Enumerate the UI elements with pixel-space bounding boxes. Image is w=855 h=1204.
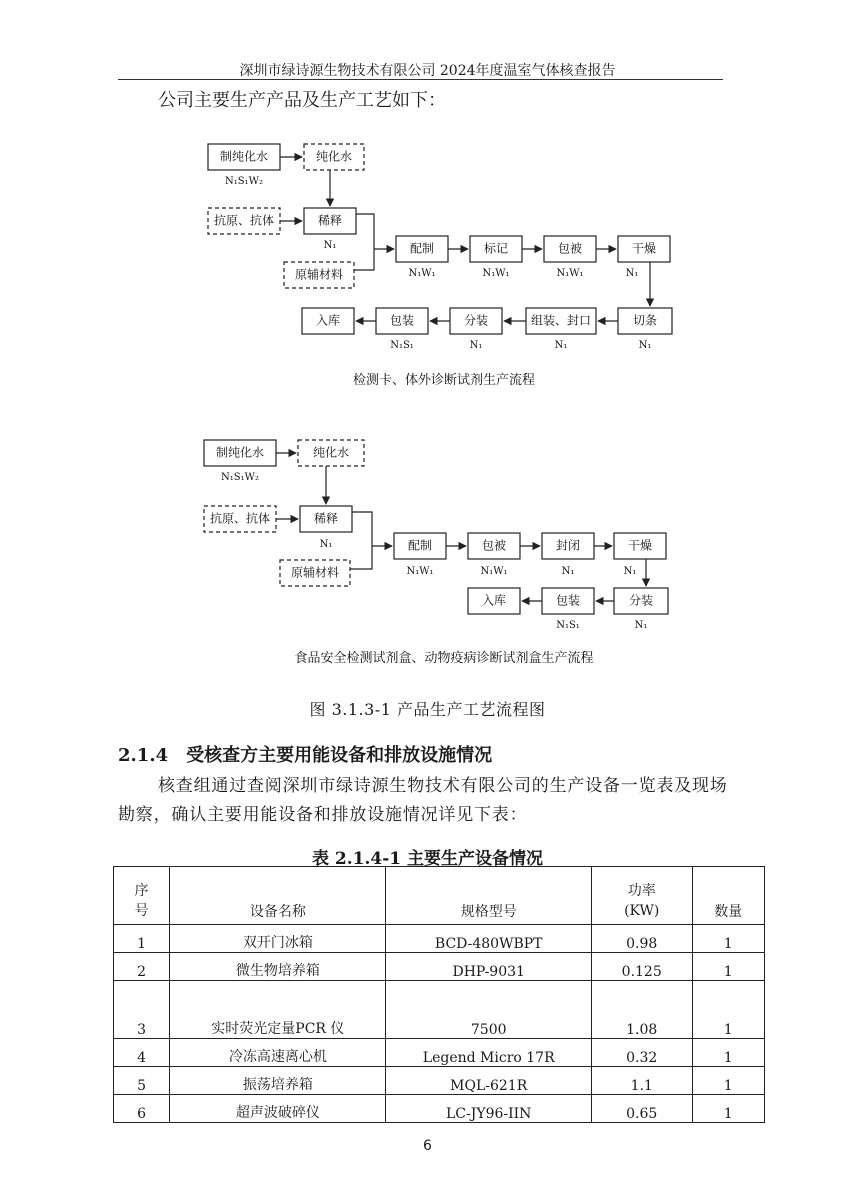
svg-text:组装、封口: 组装、封口 (530, 313, 592, 328)
cell-qty: 1 (692, 1067, 765, 1095)
flow1-diagram (208, 144, 672, 388)
svg-text:纯化水: 纯化水 (315, 149, 353, 164)
flow1-sub-coating: N₁W₁ (556, 268, 584, 279)
svg-text:干燥: 干燥 (631, 241, 657, 256)
table-row (114, 1039, 765, 1067)
cell-name: 双开门冰箱 (170, 925, 386, 953)
flow2-sub-preparation: N₁W₁ (406, 566, 434, 577)
cell-qty: 1 (692, 1039, 765, 1067)
cell-power: 0.65 (591, 1095, 692, 1123)
svg-text:制纯化水: 制纯化水 (219, 149, 269, 164)
header-power: 功率(KW) (591, 867, 692, 925)
flow1-sub-labeling: N₁W₁ (482, 268, 510, 279)
svg-text:原辅材料: 原辅材料 (294, 267, 344, 282)
flow1-sub-dispensing: N₁ (469, 340, 483, 351)
flow2-node-antigen-antibody (204, 506, 276, 532)
flow2-sub-blocking: N₁ (561, 566, 575, 577)
header-model: 规格型号 (386, 867, 591, 925)
flow1-node-assembly-sealing (526, 308, 596, 334)
svg-text:制纯化水: 制纯化水 (215, 445, 265, 460)
flow1-node-warehousing (302, 308, 354, 334)
flow1-sub-make-purified-water: N₁S₁W₂ (225, 176, 263, 187)
cell-qty: 1 (692, 953, 765, 981)
table-row (114, 925, 765, 953)
report-header: 深圳市绿诗源生物技术有限公司 2024年度温室气体核查报告 (239, 63, 616, 79)
figure-caption: 图 3.1.3-1 产品生产工艺流程图 (309, 700, 546, 719)
svg-text:稀释: 稀释 (317, 213, 343, 228)
svg-text:纯化水: 纯化水 (312, 445, 350, 460)
cell-seq: 5 (114, 1067, 170, 1095)
cell-qty: 1 (692, 1095, 765, 1123)
svg-text:入库: 入库 (315, 313, 341, 328)
cell-name: 冷冻高速离心机 (170, 1039, 386, 1067)
flow2-sub-dispensing: N₁ (634, 620, 648, 631)
flow1-node-strip-cutting (618, 308, 672, 334)
svg-text:包装: 包装 (555, 593, 581, 608)
flow1-node-dilution (304, 208, 356, 234)
cell-model: Legend Micro 17R (386, 1039, 591, 1067)
section-paragraph: 核查组通过查阅深圳市绿诗源生物技术有限公司的生产设备一览表及现场勘察，确认主要用能设备和排放设施情况详见下表： (118, 776, 728, 825)
table-row (114, 1095, 765, 1123)
flow1-node-packaging (376, 308, 428, 334)
header-qty: 数量 (692, 867, 765, 925)
flow1-sub-strip-cutting: N₁ (638, 340, 652, 351)
flow1-node-drying (618, 236, 670, 262)
flow2-node-drying (614, 533, 666, 559)
table-row (114, 953, 765, 981)
svg-text:配制: 配制 (407, 538, 433, 553)
cell-model: LC-JY96-IIN (386, 1095, 591, 1123)
cell-seq: 4 (114, 1039, 170, 1067)
cell-power: 0.32 (591, 1039, 692, 1067)
svg-text:切条: 切条 (632, 313, 658, 328)
svg-text:抗原、抗体: 抗原、抗体 (213, 213, 275, 228)
flow2-node-blocking (542, 533, 594, 559)
svg-text:干燥: 干燥 (627, 538, 653, 553)
flow2-node-purified-water (298, 440, 364, 466)
svg-text:分装: 分装 (463, 313, 489, 328)
flow1-sub-assembly-sealing: N₁ (554, 340, 568, 351)
cell-power: 0.98 (591, 925, 692, 953)
flow2-sub-dilution: N₁ (319, 539, 333, 550)
table-row (114, 1067, 765, 1095)
header-seq: 序号 (114, 867, 170, 925)
svg-text:配制: 配制 (409, 241, 435, 256)
cell-power: 0.125 (591, 953, 692, 981)
table-row (114, 981, 765, 1039)
header-name: 设备名称 (170, 867, 386, 925)
section-number: 2.1.4 (118, 745, 169, 766)
cell-model: DHP-9031 (386, 953, 591, 981)
flow2-sub-make-purified-water: N₁S₁W₂ (221, 472, 259, 483)
svg-text:标记: 标记 (483, 241, 509, 256)
svg-text:包被: 包被 (557, 241, 583, 256)
svg-text:抗原、抗体: 抗原、抗体 (209, 511, 271, 526)
svg-text:分装: 分装 (628, 593, 654, 608)
cell-qty: 1 (692, 981, 765, 1039)
flow2-node-packaging (542, 588, 594, 614)
svg-text:封闭: 封闭 (555, 538, 581, 553)
flow1-sub-dilution: N₁ (323, 240, 337, 251)
cell-name: 振荡培养箱 (170, 1067, 386, 1095)
flow2-sub-drying: N₁ (623, 566, 637, 577)
cell-seq: 3 (114, 981, 170, 1039)
svg-text:包装: 包装 (389, 313, 415, 328)
flow2-node-warehousing (468, 588, 520, 614)
section-heading (118, 741, 492, 767)
intro-text: 公司主要生产产品及生产工艺如下： (158, 90, 446, 111)
flow2-node-coating (468, 533, 520, 559)
equipment-table (113, 866, 765, 1123)
flow2-bracket (350, 512, 372, 569)
cell-power: 1.1 (591, 1067, 692, 1095)
flow2-node-preparation (394, 533, 446, 559)
svg-text:包被: 包被 (481, 538, 507, 553)
section-title: 受核查方主要用能设备和排放设施情况 (186, 745, 493, 766)
flow2-node-auxiliary-materials (280, 560, 350, 586)
flow1-node-purified-water (304, 144, 364, 170)
cell-model: MQL-621R (386, 1067, 591, 1095)
cell-model: BCD-480WBPT (386, 925, 591, 953)
flow1-node-labeling (470, 236, 522, 262)
flow2-node-dilution (300, 506, 352, 532)
flow1-node-antigen-antibody (208, 208, 280, 234)
flow2-sub-packaging: N₁S₁ (556, 620, 580, 631)
flow1-node-dispensing (450, 308, 502, 334)
cell-qty: 1 (692, 925, 765, 953)
flow1-node-coating (544, 236, 596, 262)
page-number: 6 (423, 1138, 432, 1154)
flow1-node-make-purified-water (208, 144, 280, 170)
cell-name: 微生物培养箱 (170, 953, 386, 981)
flow2-node-make-purified-water (204, 440, 276, 466)
svg-text:稀释: 稀释 (313, 511, 339, 526)
cell-seq: 2 (114, 953, 170, 981)
flow1-sub-drying: N₁ (625, 268, 639, 279)
flow2-caption: 食品安全检测试剂盒、动物疫病诊断试剂盒生产流程 (294, 651, 594, 666)
flow2-diagram (204, 440, 668, 666)
flow1-node-auxiliary-materials (284, 262, 354, 288)
svg-text:原辅材料: 原辅材料 (290, 565, 340, 580)
svg-text:入库: 入库 (481, 593, 507, 608)
cell-seq: 1 (114, 925, 170, 953)
flow1-bracket (354, 214, 374, 270)
cell-seq: 6 (114, 1095, 170, 1123)
flow1-node-preparation (396, 236, 448, 262)
cell-name: 超声波破碎仪 (170, 1095, 386, 1123)
table-title: 表 2.1.4-1 主要生产设备情况 (311, 849, 544, 869)
flow1-sub-packaging: N₁S₁ (390, 340, 414, 351)
cell-power: 1.08 (591, 981, 692, 1039)
table-header-row (114, 867, 765, 925)
flow1-caption: 检测卡、体外诊断试剂生产流程 (352, 373, 536, 388)
cell-model: 7500 (386, 981, 591, 1039)
flow1-sub-preparation: N₁W₁ (408, 268, 436, 279)
cell-name: 实时荧光定量PCR 仪 (170, 981, 386, 1039)
flow2-sub-coating: N₁W₁ (480, 566, 508, 577)
flow2-node-dispensing (614, 588, 668, 614)
